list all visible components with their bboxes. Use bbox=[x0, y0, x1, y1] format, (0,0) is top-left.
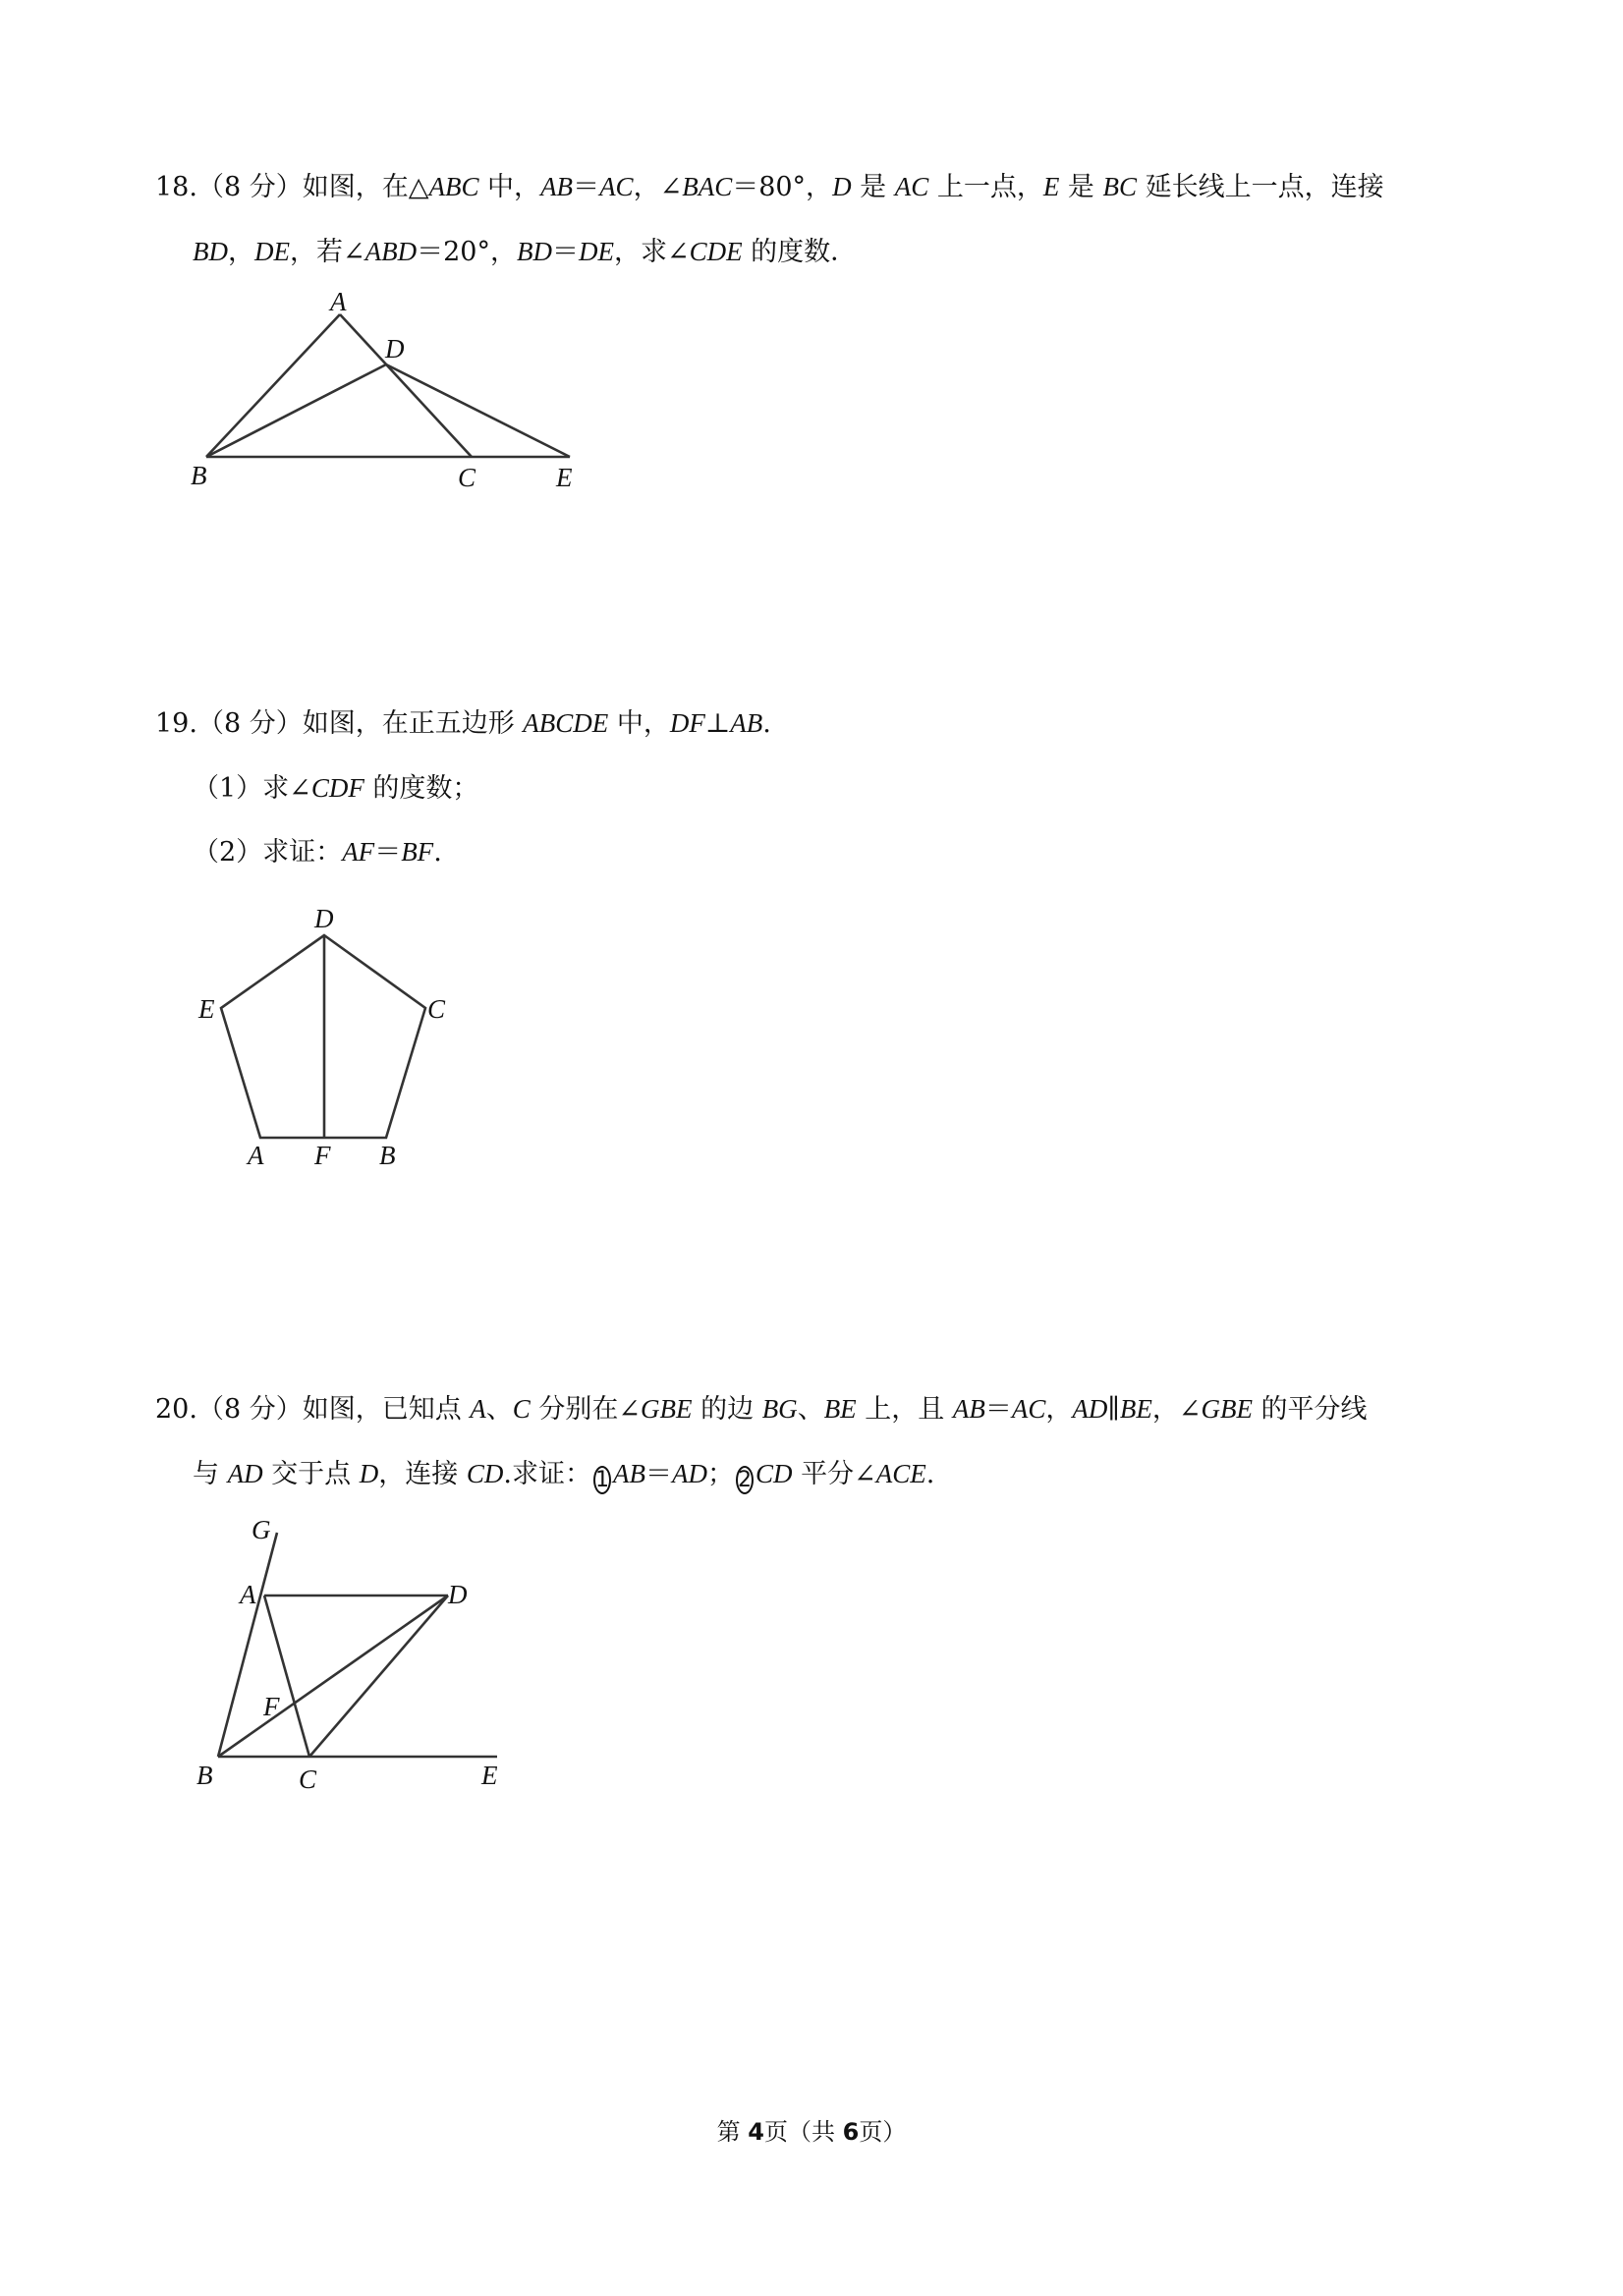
text-run: . bbox=[925, 1459, 935, 1489]
q19-label-b: B bbox=[379, 1141, 396, 1170]
text-run: 与 bbox=[193, 1459, 228, 1489]
text-run: ＝ bbox=[573, 172, 600, 202]
q18-triangle-figure bbox=[177, 285, 609, 501]
q20-label-g: G bbox=[252, 1515, 271, 1544]
text-run: .求证： bbox=[503, 1459, 591, 1489]
text-run: ⊥ bbox=[704, 708, 731, 739]
math-variable: DF bbox=[669, 708, 705, 738]
q18-segment-ac bbox=[340, 314, 472, 457]
text-run: ＝ bbox=[551, 237, 579, 267]
text-run: 的度数； bbox=[364, 773, 479, 804]
math-variable: AD bbox=[1072, 1394, 1108, 1424]
math-variable: AC bbox=[599, 172, 634, 201]
math-variable: AC bbox=[894, 172, 929, 201]
text-run: ＝ bbox=[374, 837, 402, 868]
text-run: ，∠ bbox=[633, 172, 683, 202]
text-run: 中， bbox=[608, 708, 670, 739]
q19-subquestion-2 bbox=[193, 834, 442, 870]
text-run: ＝80°， bbox=[732, 172, 833, 202]
q20-label-b: B bbox=[196, 1761, 213, 1790]
math-variable: D bbox=[359, 1459, 379, 1488]
text-run: ，求∠ bbox=[613, 237, 690, 267]
q20-label-e: E bbox=[481, 1761, 498, 1790]
q20-label-d: D bbox=[448, 1580, 468, 1609]
text-run: 是 bbox=[851, 172, 895, 202]
q20-line-2-part-a bbox=[193, 1459, 591, 1489]
q20-label-f: F bbox=[263, 1692, 280, 1721]
text-run: ； bbox=[706, 1459, 734, 1489]
q18-label-b: B bbox=[191, 461, 207, 490]
math-variable: BF bbox=[401, 837, 434, 867]
math-variable: AC bbox=[1011, 1394, 1046, 1424]
text-run: . bbox=[762, 708, 771, 739]
math-variable: AB bbox=[612, 1459, 645, 1488]
q18-label-a: A bbox=[330, 287, 347, 316]
text-run: ， bbox=[1045, 1394, 1073, 1425]
math-variable: BG bbox=[761, 1394, 798, 1424]
q20-label-c: C bbox=[299, 1764, 317, 1794]
math-variable: AB bbox=[952, 1394, 985, 1424]
math-variable: ABC bbox=[428, 172, 479, 201]
text-run: ，∠ bbox=[1151, 1394, 1202, 1425]
text-run: （1）求∠ bbox=[193, 773, 311, 804]
text-run: ∥ bbox=[1107, 1394, 1120, 1425]
text-run: ＝ bbox=[644, 1459, 672, 1489]
q18-segment-bd bbox=[206, 364, 386, 457]
text-run: 上，且 bbox=[856, 1394, 953, 1425]
math-variable: CD bbox=[755, 1459, 793, 1488]
text-run: 延长线上一点，连接 bbox=[1137, 172, 1384, 202]
math-variable: BD bbox=[516, 237, 552, 266]
q18-line-2 bbox=[193, 234, 857, 270]
text-run: 分别在∠ bbox=[530, 1394, 642, 1425]
q19-subquestion-1 bbox=[193, 770, 478, 807]
math-variable: DE bbox=[578, 237, 614, 266]
footer-total-pages: 6 bbox=[842, 2118, 860, 2146]
q18-label-e: E bbox=[556, 463, 573, 492]
q20-circled-number-1: 1 bbox=[594, 1468, 609, 1492]
q19-label-a: A bbox=[248, 1141, 264, 1170]
math-variable: ABCDE bbox=[523, 708, 609, 738]
math-variable: GBE bbox=[1201, 1394, 1253, 1424]
math-variable: A bbox=[470, 1394, 486, 1424]
footer-page-number: 4 bbox=[748, 2118, 764, 2146]
math-variable: BAC bbox=[682, 172, 733, 201]
q18-label-c: C bbox=[458, 463, 476, 492]
q20-line-2 bbox=[193, 1456, 934, 1494]
q18-label-d: D bbox=[385, 334, 405, 364]
q19-pentagon-figure bbox=[187, 894, 481, 1179]
text-run: ，连接 bbox=[378, 1459, 467, 1489]
math-variable: D bbox=[832, 172, 852, 201]
text-run: 、 bbox=[797, 1394, 824, 1425]
math-variable: GBE bbox=[641, 1394, 693, 1424]
math-variable: C bbox=[512, 1394, 531, 1424]
q19-label-f: F bbox=[314, 1141, 331, 1170]
math-variable: AD bbox=[227, 1459, 263, 1488]
footer-suffix: 页） bbox=[859, 2118, 907, 2146]
text-run: ＝20°， bbox=[417, 237, 517, 267]
q18-segment-de bbox=[386, 364, 570, 457]
text-run: 是 bbox=[1059, 172, 1103, 202]
text-run: 的边 bbox=[692, 1394, 762, 1425]
text-run: 18.（8 分）如图，在△ bbox=[155, 172, 429, 202]
q20-angle-figure bbox=[187, 1513, 521, 1808]
q20-line-2-part-b bbox=[613, 1459, 734, 1489]
math-variable: CDF bbox=[310, 773, 364, 803]
q18-segment-ab bbox=[206, 314, 340, 457]
text-run: （2）求证： bbox=[193, 837, 343, 868]
math-variable: AF bbox=[342, 837, 375, 867]
text-run: 的度数． bbox=[742, 237, 858, 267]
math-variable: BE bbox=[1119, 1394, 1152, 1424]
math-variable: ACE bbox=[875, 1459, 926, 1488]
text-run: ， bbox=[228, 237, 254, 267]
text-run: 平分∠ bbox=[792, 1459, 876, 1489]
text-run: ，若∠ bbox=[290, 237, 365, 267]
math-variable: BC bbox=[1102, 172, 1138, 201]
q20-line-1 bbox=[155, 1391, 1368, 1428]
text-run: 20.（8 分）如图，已知点 bbox=[155, 1394, 471, 1425]
math-variable: AB bbox=[540, 172, 574, 201]
math-variable: BE bbox=[823, 1394, 857, 1424]
text-run: 的平分线 bbox=[1252, 1394, 1368, 1425]
text-run: 19.（8 分）如图，在正五边形 bbox=[155, 708, 524, 739]
q20-circled-number-2: 2 bbox=[737, 1468, 752, 1492]
q20-line-2-part-c bbox=[756, 1459, 934, 1489]
math-variable: CDE bbox=[689, 237, 743, 266]
q20-segment-ac bbox=[264, 1596, 309, 1757]
q19-label-c: C bbox=[427, 994, 446, 1024]
q18-line-1 bbox=[155, 169, 1384, 205]
math-variable: E bbox=[1042, 172, 1060, 201]
text-run: ＝ bbox=[984, 1394, 1012, 1425]
text-run: 中， bbox=[478, 172, 541, 202]
math-variable: CD bbox=[466, 1459, 504, 1488]
page-footer bbox=[0, 2112, 1623, 2147]
math-variable: AD bbox=[671, 1459, 707, 1488]
math-variable: DE bbox=[254, 237, 290, 266]
footer-prefix: 第 bbox=[716, 2118, 749, 2146]
text-run: 交于点 bbox=[262, 1459, 360, 1489]
q20-segment-cd bbox=[309, 1596, 448, 1757]
math-variable: ABD bbox=[364, 237, 418, 266]
q19-line-1 bbox=[155, 705, 771, 742]
q20-segment-bd bbox=[218, 1596, 448, 1757]
q20-label-a: A bbox=[240, 1580, 256, 1609]
math-variable: AB bbox=[730, 708, 763, 738]
text-run: . bbox=[433, 837, 442, 868]
math-variable: BD bbox=[193, 237, 228, 266]
footer-middle: 页（共 bbox=[764, 2118, 843, 2146]
text-run: 、 bbox=[485, 1394, 513, 1425]
text-run: 上一点， bbox=[928, 172, 1043, 202]
q19-label-e: E bbox=[198, 994, 215, 1024]
q19-label-d: D bbox=[314, 904, 334, 933]
